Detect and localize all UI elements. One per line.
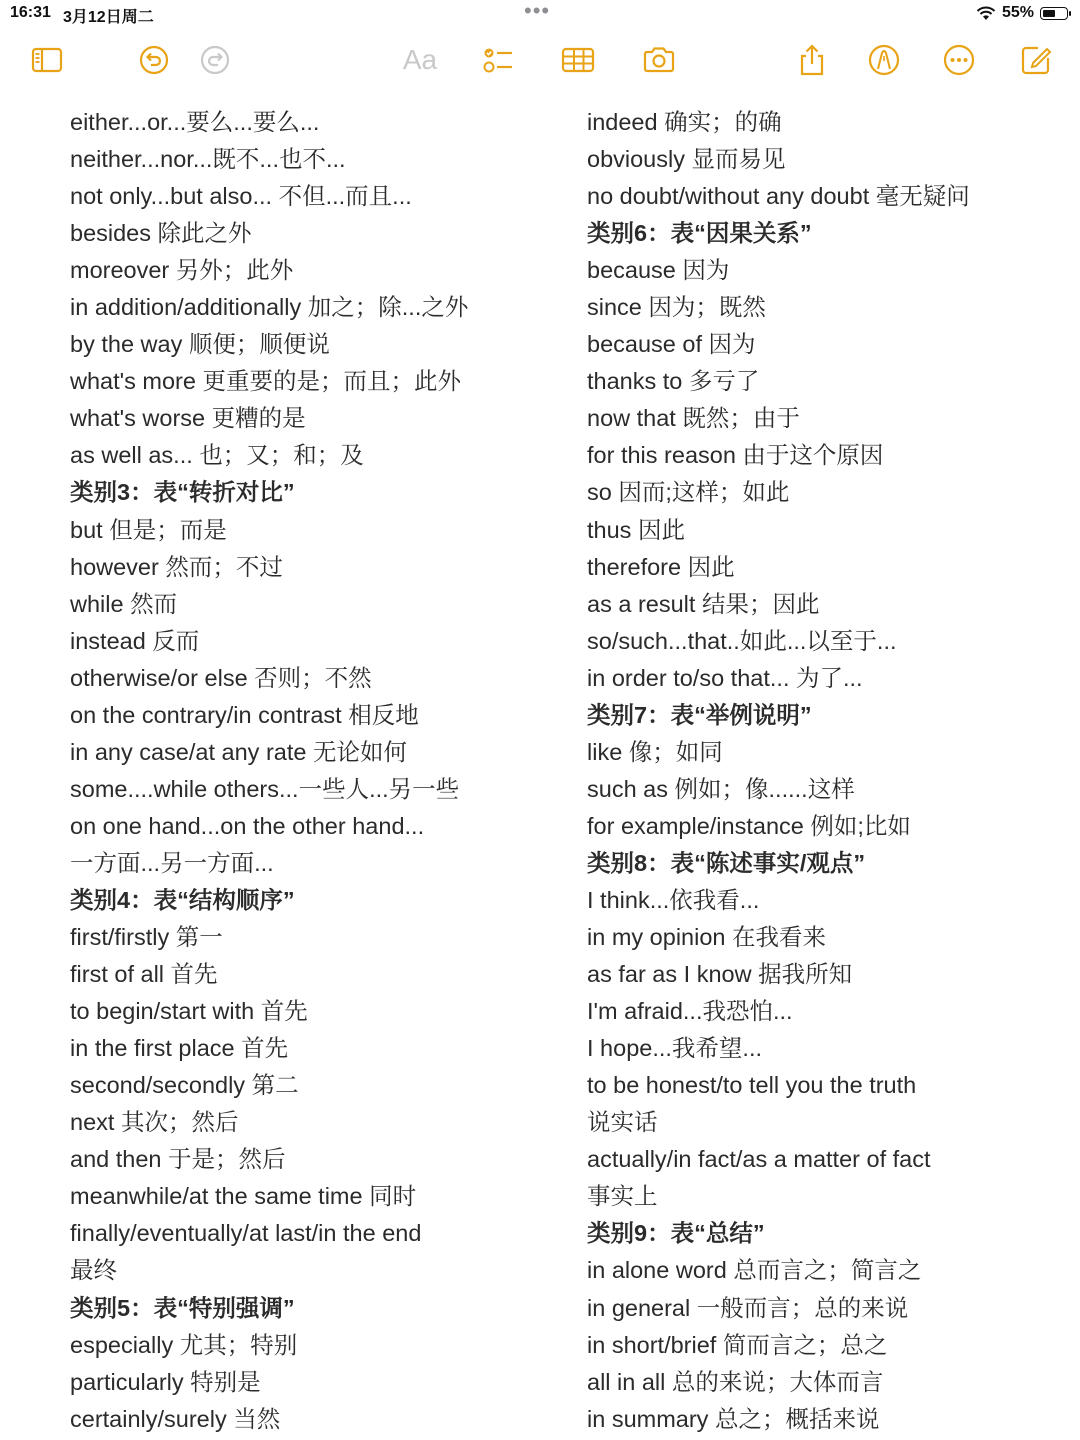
- phrase-line: 事实上: [587, 1183, 658, 1210]
- phrase-line: I'm afraid...我恐怕...: [587, 998, 793, 1025]
- phrase-line: what's more 更重要的是；而且；此外: [70, 368, 461, 395]
- phrase-line: such as 例如；像......这样: [587, 775, 855, 802]
- phrase-line: no doubt/without any doubt 毫无疑问: [587, 183, 970, 210]
- phrase-line: especially 尤其；特别: [70, 1331, 298, 1358]
- phrase-line: in the first place 首先: [70, 1035, 289, 1062]
- category-heading: 类别4：表“结构顺序”: [70, 886, 295, 913]
- battery-percent: 55%: [1001, 4, 1034, 21]
- phrase-line: as a result 结果；因此: [587, 590, 820, 617]
- phrase-line: first of all 首先: [70, 961, 218, 988]
- phrase-line: on the contrary/in contrast 相反地: [70, 701, 419, 728]
- phrase-line: certainly/surely 当然: [70, 1405, 281, 1432]
- phrase-line: so 因而;这样；如此: [587, 479, 790, 506]
- phrase-line: therefore 因此: [587, 553, 735, 580]
- phrase-line: for this reason 由于这个原因: [587, 442, 884, 469]
- phrase-line: 一方面...另一方面...: [70, 849, 274, 876]
- phrase-line: since 因为；既然: [587, 294, 766, 321]
- note-right-column[interactable]: [585, 104, 970, 1438]
- status-time: 16:31: [10, 4, 51, 21]
- phrase-line: indeed 确实；的确: [587, 109, 782, 135]
- phrase-line: in addition/additionally 加之；除...之外: [70, 294, 469, 321]
- compose-icon[interactable]: [1014, 38, 1058, 82]
- phrase-line: 说实话: [587, 1109, 658, 1136]
- category-heading: 类别8：表“陈述事实/观点”: [587, 849, 866, 876]
- redo-icon[interactable]: [193, 38, 237, 82]
- phrase-line: in any case/at any rate 无论如何: [70, 738, 407, 765]
- phrase-line: either...or...要么...要么...: [70, 109, 320, 135]
- table-icon[interactable]: [556, 38, 600, 82]
- notes-toolbar: [0, 38, 1080, 84]
- phrase-line: I think...依我看...: [587, 886, 760, 913]
- phrase-line: second/secondly 第二: [70, 1072, 299, 1099]
- battery-icon: [1040, 7, 1068, 20]
- phrase-line: in summary 总之；概括来说: [587, 1405, 880, 1432]
- phrase-line: in my opinion 在我看来: [587, 924, 826, 951]
- phrase-line: moreover 另外；此外: [70, 257, 294, 284]
- phrase-line: I hope...我希望...: [587, 1035, 763, 1062]
- category-heading: 类别3：表“转折对比”: [70, 479, 295, 506]
- phrase-line: and then 于是；然后: [70, 1146, 286, 1173]
- phrase-line: first/firstly 第一: [70, 924, 223, 951]
- undo-icon[interactable]: [132, 38, 176, 82]
- format-button[interactable]: Aa: [402, 44, 438, 75]
- status-date: 3月12日周二: [63, 9, 154, 26]
- phrase-line: to begin/start with 首先: [70, 998, 308, 1025]
- phrase-line: in general 一般而言；总的来说: [587, 1294, 909, 1321]
- phrase-line: for example/instance 例如;比如: [587, 812, 911, 839]
- phrase-line: so/such...that..如此...以至于...: [587, 627, 897, 654]
- markup-pen-icon[interactable]: [862, 38, 906, 82]
- phrase-line: like 像；如同: [587, 738, 723, 765]
- phrase-line: in alone word 总而言之；简言之: [587, 1257, 922, 1284]
- sidebar-icon[interactable]: [25, 38, 69, 82]
- phrase-line: by the way 顺便；顺便说: [70, 331, 330, 358]
- phrase-line: to be honest/to tell you the truth: [587, 1072, 917, 1099]
- phrase-line: thanks to 多亏了: [587, 368, 760, 395]
- wifi-icon: [976, 6, 996, 21]
- category-heading: 类别5：表“特别强调”: [70, 1294, 295, 1321]
- phrase-line: because of 因为: [587, 331, 756, 358]
- phrase-line: actually/in fact/as a matter of fact: [587, 1146, 931, 1173]
- phrase-line: in short/brief 简而言之；总之: [587, 1331, 888, 1358]
- phrase-line: next 其次；然后: [70, 1109, 239, 1136]
- phrase-line: now that 既然；由于: [587, 405, 800, 432]
- camera-icon[interactable]: [637, 38, 681, 82]
- phrase-line: obviously 显而易见: [587, 146, 786, 173]
- phrase-line: all in all 总的来说；大体而言: [587, 1368, 884, 1395]
- note-left-column[interactable]: [70, 104, 468, 1438]
- phrase-line: as well as... 也；又；和；及: [70, 442, 364, 469]
- phrase-line: 最终: [70, 1257, 117, 1284]
- phrase-line: what's worse 更糟的是: [70, 405, 306, 432]
- battery-fill: [1043, 10, 1055, 17]
- category-heading: 类别6：表“因果关系”: [587, 220, 812, 247]
- phrase-line: as far as I know 据我所知: [587, 961, 853, 988]
- phrase-line: but 但是；而是: [70, 516, 227, 543]
- share-icon[interactable]: [790, 38, 834, 82]
- more-icon[interactable]: [937, 38, 981, 82]
- phrase-line: on one hand...on the other hand...: [70, 812, 425, 839]
- phrase-line: some....while others...一些人...另一些: [70, 775, 460, 802]
- phrase-line: finally/eventually/at last/in the end: [70, 1220, 422, 1247]
- phrase-line: neither...nor...既不...也不...: [70, 146, 346, 173]
- phrase-line: instead 反而: [70, 627, 200, 654]
- phrase-line: however 然而；不过: [70, 553, 283, 580]
- phrase-line: in order to/so that... 为了...: [587, 664, 863, 691]
- phrase-line: meanwhile/at the same time 同时: [70, 1183, 417, 1210]
- category-heading: 类别7：表“举例说明”: [587, 701, 812, 728]
- phrase-line: thus 因此: [587, 516, 685, 543]
- multitasking-dots-icon[interactable]: •••: [524, 0, 551, 23]
- checklist-icon[interactable]: [476, 38, 520, 82]
- status-bar: [0, 0, 1080, 28]
- status-right: [976, 4, 1068, 22]
- phrase-line: otherwise/or else 否则；不然: [70, 664, 372, 691]
- phrase-line: not only...but also... 不但...而且...: [70, 183, 412, 210]
- category-heading: 类别9：表“总结”: [587, 1220, 765, 1247]
- phrase-line: particularly 特别是: [70, 1368, 261, 1395]
- phrase-line: while 然而: [70, 590, 178, 617]
- phrase-line: because 因为: [587, 257, 730, 284]
- phrase-line: besides 除此之外: [70, 220, 252, 247]
